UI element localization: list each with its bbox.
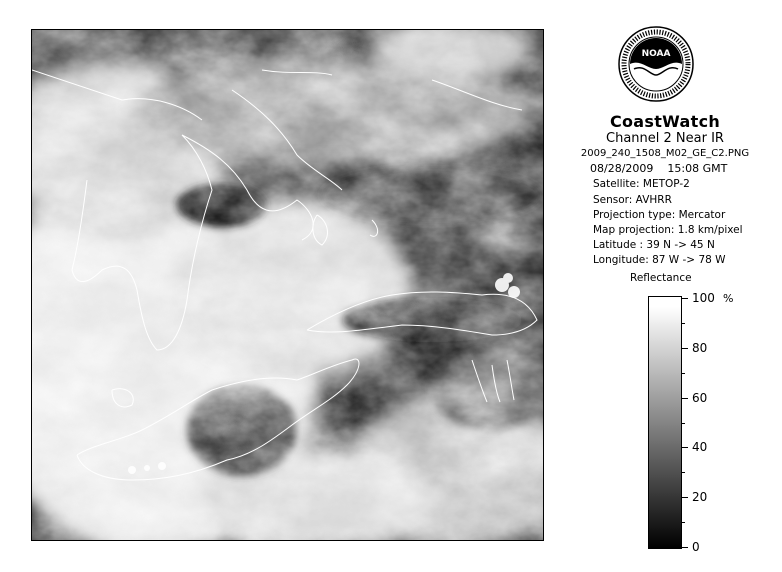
colorbar-title: Reflectance [630, 272, 692, 284]
colorbar-minor-tick [682, 373, 685, 374]
sensor-label: Sensor: AVHRR [593, 194, 672, 206]
longitude-label: Longitude: 87 W -> 78 W [593, 254, 726, 266]
map-projection-label: Map projection: 1.8 km/pixel [593, 224, 743, 236]
colorbar-tick [682, 398, 688, 399]
colorbar-tick-label: 20 [692, 490, 708, 505]
cloud-fine-texture [32, 30, 543, 540]
projection-type-label: Projection type: Mercator [593, 209, 726, 221]
app-title: CoastWatch [609, 112, 721, 131]
colorbar-minor-tick [682, 472, 685, 473]
colorbar-tick [682, 497, 688, 498]
colorbar-tick [682, 447, 688, 448]
colorbar-minor-tick [682, 323, 685, 324]
filename-label: 2009_240_1508_M02_GE_C2.PNG [580, 148, 750, 159]
noaa-logo [617, 25, 695, 107]
colorbar-tick-label: 80 [692, 340, 708, 355]
reflectance-colorbar [648, 296, 682, 549]
colorbar-tick [682, 547, 688, 548]
colorbar-tick [682, 298, 688, 299]
colorbar-minor-tick [682, 522, 685, 523]
satellite-imagery-svg [32, 30, 543, 540]
colorbar-tick-label: 100 [692, 291, 715, 305]
datetime-label: 08/28/2009 15:08 GMT [590, 162, 728, 175]
satellite-image [31, 29, 544, 541]
channel-label: Channel 2 Near IR [606, 131, 724, 146]
satellite-label: Satellite: METOP-2 [593, 178, 690, 190]
noaa-seal-icon [617, 25, 695, 103]
colorbar-unit: % [723, 292, 734, 305]
colorbar-minor-tick [682, 423, 685, 424]
colorbar-tick-label: 0 [692, 540, 700, 554]
latitude-label: Latitude : 39 N -> 45 N [593, 239, 715, 251]
noaa-logo-text: NOAA [641, 49, 671, 59]
colorbar-tick-label: 40 [692, 440, 708, 455]
colorbar-tick [682, 348, 688, 349]
colorbar-tick-label: 60 [692, 390, 708, 405]
